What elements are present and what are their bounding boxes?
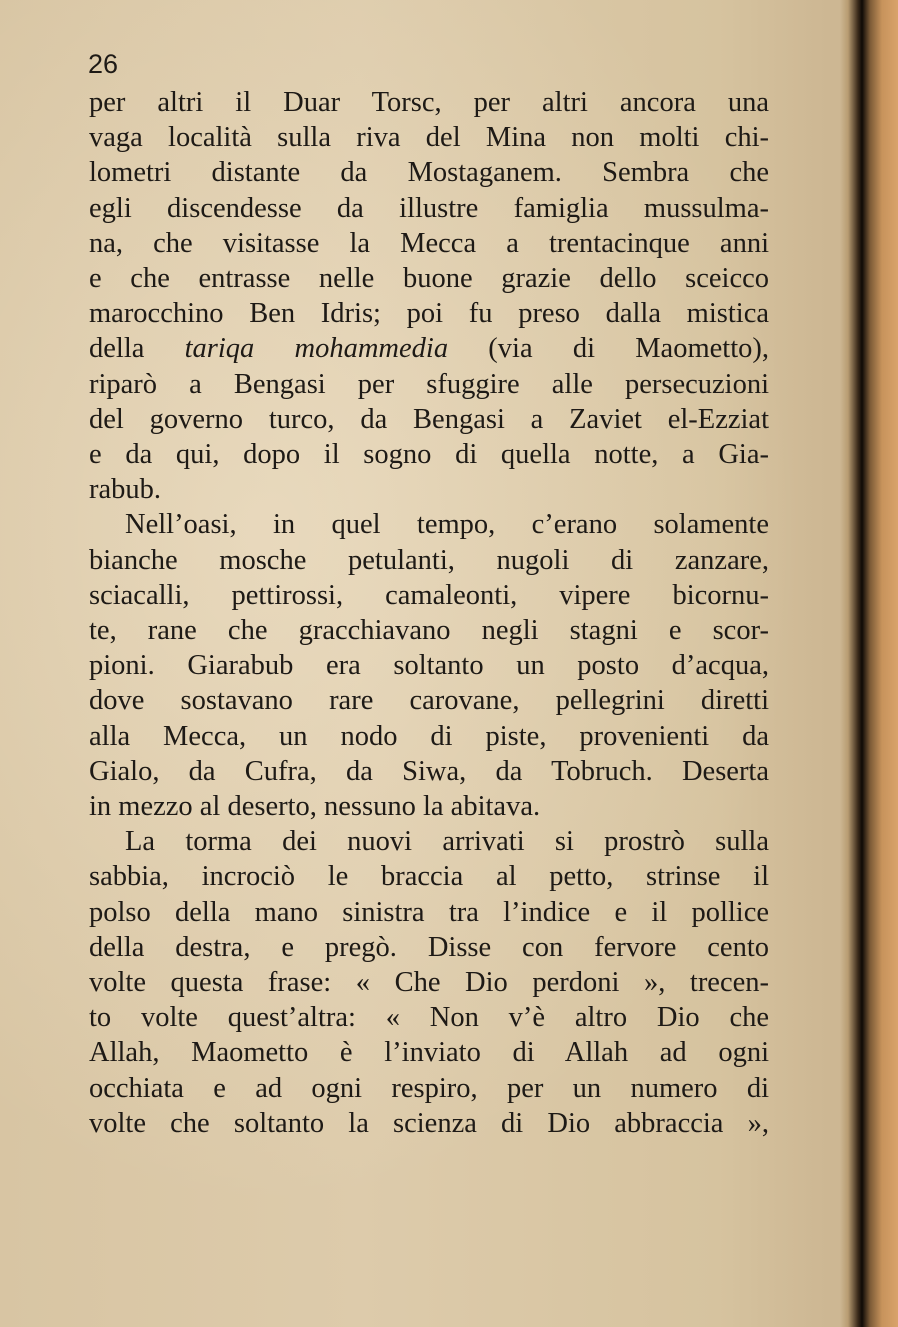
text-line: alla Mecca, un nodo di piste, provenienti da [89,720,769,752]
text-line: Gialo, da Cufra, da Siwa, da Tobruch. Deserta [89,755,769,787]
text-line: vaga località sulla riva del Mina non molti chi- [89,122,769,154]
text-fragment: della [89,333,185,365]
text-line: na, che visitasse la Mecca a trentacinque anni [89,227,769,259]
text-fragment: (via di Maometto), [448,333,769,365]
body-text [89,85,769,1141]
text-line: Allah, Maometto è l’inviato di Allah ad ogni [89,1037,769,1069]
text-line: to volte quest’altra: « Non v’è altro Dio che [89,1002,769,1034]
text-line: egli discendesse da illustre famiglia mussulma- [89,192,769,224]
text-line: polso della mano sinistra tra l’indice e il pollice [89,896,769,928]
text-line: La torma dei nuovi arrivati si prostrò sulla [125,826,769,858]
text-line: in mezzo al deserto, nessuno la abitava. [89,791,541,823]
text-line: lometri distante da Mostaganem. Sembra che [89,157,769,189]
text-line: del governo turco, da Bengasi a Zaviet el-Ezziat [89,403,769,435]
text-line: per altri il Duar Torsc, per altri ancora una [89,87,769,118]
text-line: pioni. Giarabub era soltanto un posto d’acqua, [89,650,769,682]
text-line: te, rane che gracchiavano negli stagni e scor- [89,615,769,647]
text-line: riparò a Bengasi per sfuggire alle persecuzioni [89,368,769,400]
text-line: volte questa frase: « Che Dio perdoni », trecen- [89,967,769,999]
text-line: rabub. [89,474,162,506]
text-line: marocchino Ben Idris; poi fu preso dalla mistica [89,298,769,330]
text-line [89,331,769,366]
text-line: volte che soltanto la scienza di Dio abbraccia », [89,1107,769,1139]
text-line: e da qui, dopo il sogno di quella notte, a Gia- [89,439,769,471]
text-line: Nell’oasi, in quel tempo, c’erano solamente [125,509,769,541]
text-line: sciacalli, pettirossi, camaleonti, vipere bicornu- [89,579,769,611]
text-line: e che entrasse nelle buone grazie dello sceicco [89,263,769,295]
book-spine-shadow [840,0,898,1327]
text-line: sabbia, incrociò le braccia al petto, strinse il [89,861,769,893]
text-line: occhiata e ad ogni respiro, per un numero di [89,1072,769,1104]
page-number: 26 [88,49,119,79]
italic-term: tariqa mohammedia [184,333,449,365]
text-line: bianche mosche petulanti, nugoli di zanzare, [89,544,769,576]
text-line: della destra, e pregò. Disse con fervore cento [89,931,769,963]
text-line: dove sostavano rare carovane, pellegrini diretti [89,685,769,717]
